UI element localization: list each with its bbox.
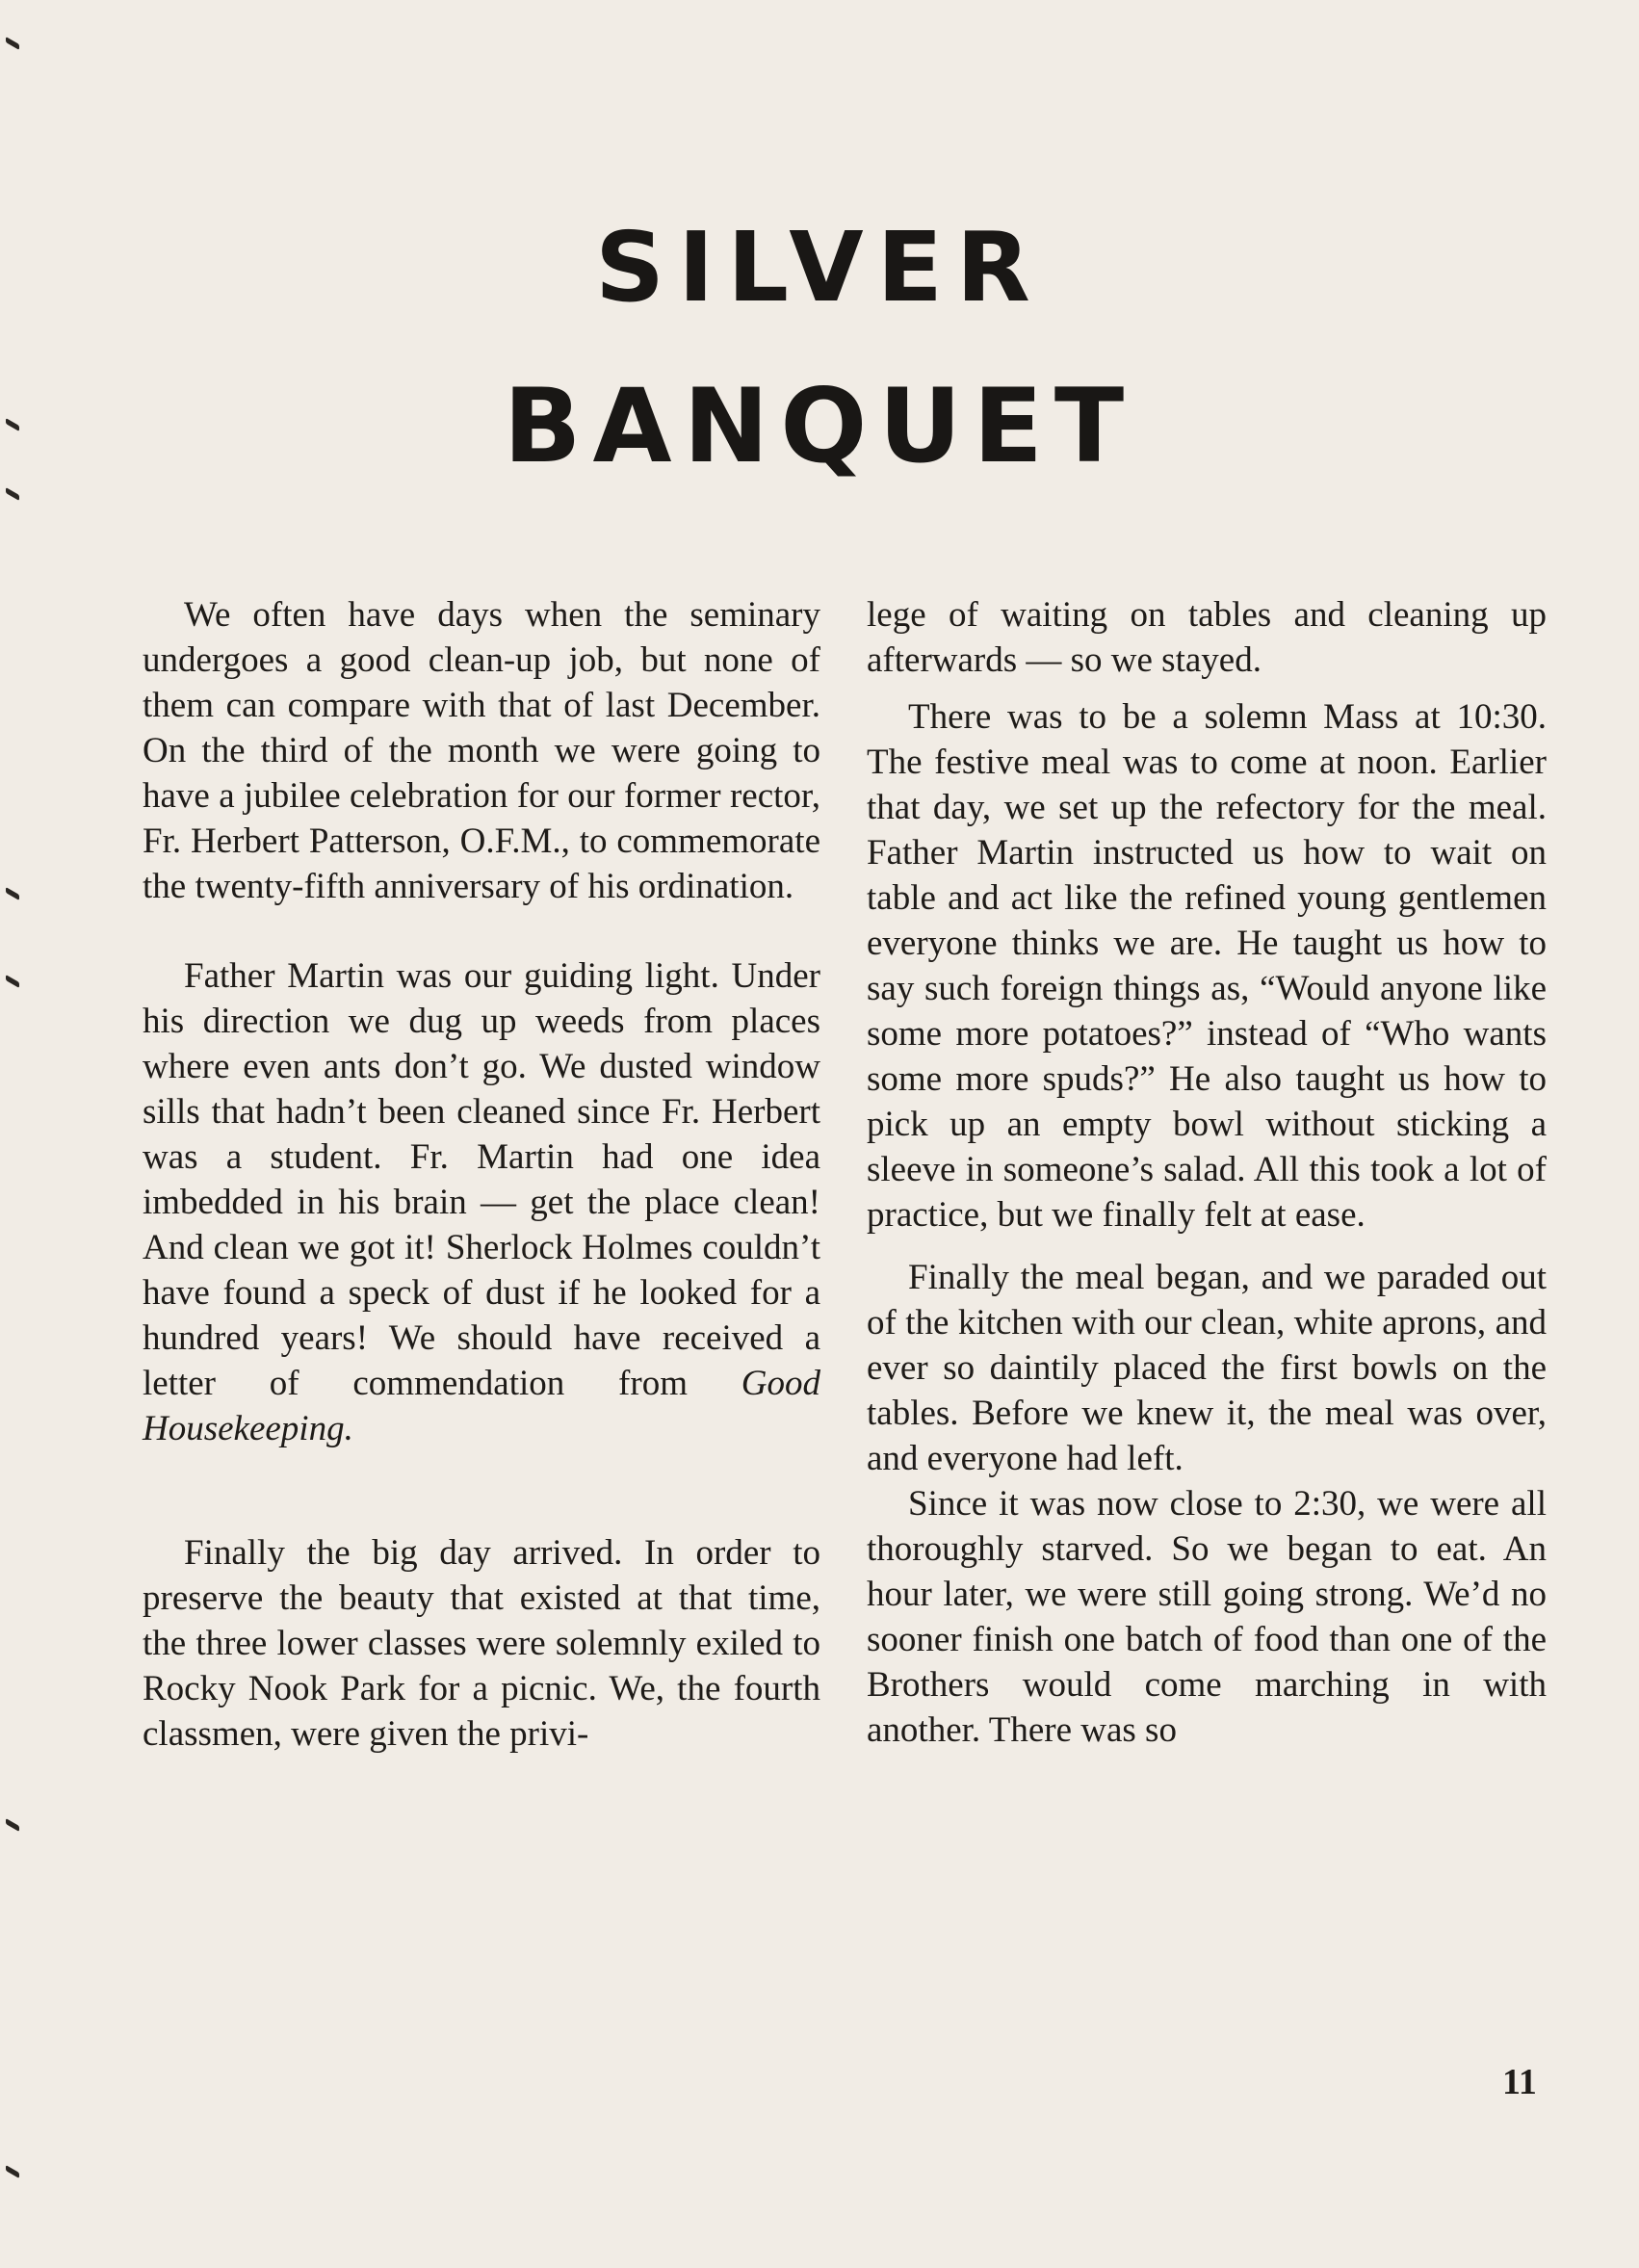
paragraph-continuation: lege of waiting on tables and cleaning up afterwards — so we stayed. [867,595,1547,680]
paragraph-meal-began: Finally the meal began, and we paraded out of the kitchen with our clean, white aprons, and ever so daintily placed the first bowls on the tables. Before we knew it, the meal was over, and everyone had left. [867,1258,1547,1478]
paragraph-father-martin [143,953,820,1451]
article-title-line-2: BANQUET [503,367,1136,485]
paragraph-big-day: Finally the big day arrived. In order to preserve the beauty that existed at that time, the three lower classes were solemnly exiled to Rocky Nook Park for a picnic. We, the fourth classmen, were given the privi- [143,1533,820,1754]
binding-hole-mark [6,1818,19,1832]
left-column [143,592,820,1757]
right-column [867,592,1547,1753]
binding-hole-mark [6,487,19,501]
paragraph-starved: Since it was now close to 2:30, we were all thoroughly starved. So we began to eat. An hour later, we were still going strong. We’d no sooner finish one batch of food than one of the Brothers would come marching in with another. There was so [867,1484,1547,1750]
binding-hole-mark [6,2165,19,2178]
binding-hole-mark [6,887,19,900]
binding-hole-mark [6,37,19,50]
magazine-name-italic: Good Housekeeping. [143,1364,820,1448]
paragraph-jubilee-intro: We often have days when the seminary undergoes a good clean-up job, but none of them can compare with that of last December. On the third of the month we were going to have a jubilee celebration for our former rector, Fr. Herbert Patterson, O.F.M., to commemorate the twenty-fifth anniversary of his ordination. [143,595,820,906]
binding-hole-mark [6,975,19,988]
article-title-line-1: SILVER [595,211,1044,324]
page-number: 11 [1502,2062,1537,2102]
paragraph-solemn-mass: There was to be a solemn Mass at 10:30. The festive meal was to come at noon. Earlier that day, we set up the refectory for the meal. Father Martin instructed us how to wait on table and act like the refined young gentlemen everyone thinks we are. He taught us how to say such foreign things as, “Would anyone like some more potatoes?” instead of “Who wants some more spuds?” He also taught us how to pick up an empty bowl without sticking a sleeve in someone’s salad. All this took a lot of practice, but we finally felt at ease. [867,697,1547,1235]
paragraph-father-martin-text: Father Martin was our guiding light. Under his direction we dug up weeds from places where even ants don’t go. We dusted window sills that hadn’t been cleaned since Fr. Herbert was a student. Fr. Martin had one idea imbedded in his brain — get the place clean! And clean we got it! Sherlock Holmes couldn’t have found a speck of dust if he looked for a hundred years! We should have received a letter of commendation from [143,956,820,1403]
